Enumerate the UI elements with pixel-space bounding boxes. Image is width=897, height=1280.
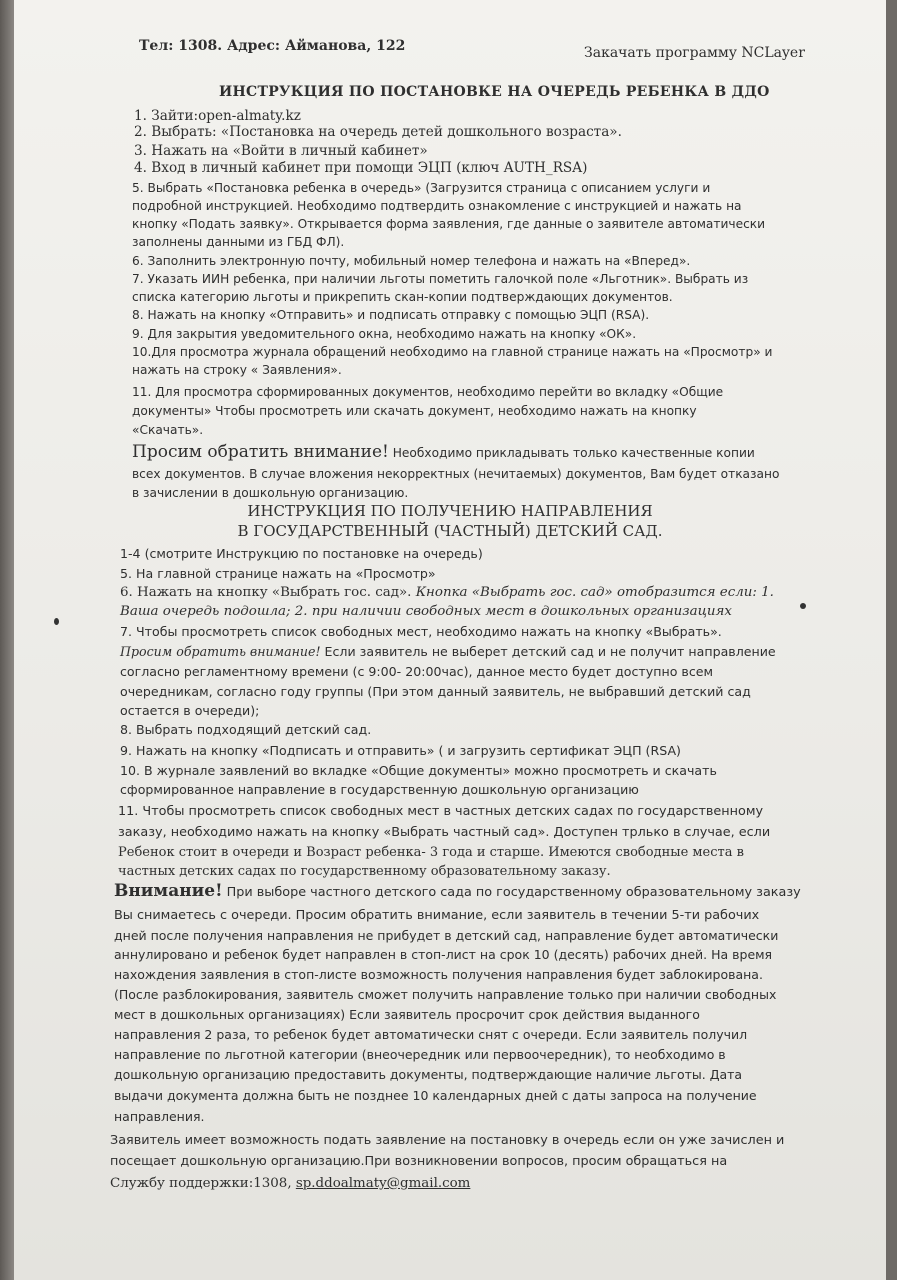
s2-step-11-line2: заказу, необходимо нажать на кнопку «Выбрать частный сад». Доступен трлько в случае, если	[118, 825, 771, 840]
attention2-line4: остается в очереди);	[120, 703, 260, 718]
step-4: 4. Вход в личный кабинет при помощи ЭЦП (ключ AUTH_RSA)	[134, 160, 588, 176]
step-11-line2: документы» Чтобы просмотреть или скачать документ, необходимо нажать на кнопку	[132, 404, 697, 418]
step-7-line1: 7. Указать ИИН ребенка, при наличии льготы пометить галочкой поле «Льготник». Выбрать из	[132, 272, 749, 286]
step-6: 6. Заполнить электронную почту, мобильный номер телефона и нажать на «Вперед».	[132, 254, 691, 268]
s2-step-9: 9. Нажать на кнопку «Подписать и отправить» ( и загрузить сертификат ЭЦП (RSA)	[120, 743, 681, 758]
header-contact: Тел: 1308. Адрес: Айманова, 122	[139, 38, 406, 54]
section2-title-line2: В ГОСУДАРСТВЕННЫЙ (ЧАСТНЫЙ) ДЕТСКИЙ САД.	[237, 522, 663, 540]
support-prefix: Службу поддержки:1308,	[110, 1176, 296, 1191]
attention2-line1: Если заявитель не выберет детский сад и не получит направление	[320, 644, 776, 659]
warning-line12: направления.	[114, 1109, 205, 1124]
ink-spot	[54, 618, 59, 625]
warning-line11: выдачи документа должна быть не позднее 10 календарных дней с даты запроса на получение	[114, 1088, 757, 1103]
document-sheet	[14, 0, 886, 1280]
s2-step-10-line1: 10. В журнале заявлений во вкладке «Общие документы» можно просмотреть и скачать	[120, 763, 717, 778]
step-5-line4: заполнены данными из ГБД ФЛ).	[132, 235, 345, 249]
step-5-line1: 5. Выбрать «Постановка ребенка в очередь» (Загрузится страница с описанием услуги и	[132, 181, 711, 195]
final-line2: посещает дошкольную организацию.При возникновении вопросов, просим обращаться на	[110, 1154, 728, 1169]
attention-label: Просим обратить внимание!	[132, 442, 389, 462]
s2-step-6-note: Кнопка «Выбрать гос. сад» отобразится если: 1.	[411, 585, 774, 600]
s2-step-11-line3: Ребенок стоит в очереди и Возраст ребенка- 3 года и старше. Имеются свободные места в	[118, 845, 744, 860]
step-3: 3. Нажать на «Войти в личный кабинет»	[134, 143, 428, 159]
attention2-line2: согласно регламентному времени (с 9:00- 20:00час), данное место будет доступно всем	[120, 664, 713, 679]
s2-step-6-line1	[120, 584, 774, 601]
warning-line3: дней после получения направления не прибудет в детский сад, направление будет автоматически	[114, 928, 779, 943]
s2-step-5: 5. На главной странице нажать на «Просмотр»	[120, 566, 436, 581]
step-11-line1: 11. Для просмотра сформированных документов, необходимо перейти во вкладку «Общие	[132, 385, 724, 399]
ink-spot	[800, 603, 806, 609]
section2-title-line1: ИНСТРУКЦИЯ ПО ПОЛУЧЕНИЮ НАПРАВЛЕНИЯ	[247, 502, 653, 520]
warning-line1: При выборе частного детского сада по государственному образовательному заказу	[222, 885, 801, 900]
warning-line8: направления 2 раза, то ребенок будет автоматически снят с очереди. Если заявитель получил	[114, 1027, 748, 1042]
step-2: 2. Выбрать: «Постановка на очередь детей дошкольного возраста».	[134, 124, 622, 140]
step-5-line2: подробной инструкцией. Необходимо подтвердить ознакомление с инструкцией и нажать на	[132, 199, 742, 213]
s2-step-8: 8. Выбрать подходящий детский сад.	[120, 722, 372, 737]
section1-title: ИНСТРУКЦИЯ ПО ПОСТАНОВКЕ НА ОЧЕРЕДЬ РЕБЕНКА В ДДО	[219, 84, 770, 100]
warning-line6: (После разблокирования, заявитель сможет получить направление только при наличии свободных	[114, 987, 777, 1002]
step-10-line1: 10.Для просмотра журнала обращений необходимо на главной странице нажать на «Просмотр» и	[132, 345, 773, 359]
step-5-line3: кнопку «Подать заявку». Открывается форма заявления, где данные о заявителе автоматически	[132, 217, 766, 231]
attention2-line3: очередникам, согласно году группы (При этом данный заявитель, не выбравший детский сад	[120, 684, 751, 699]
warning-line7: мест в дошкольных организациях) Если заявитель просрочит срок действия выданного	[114, 1007, 700, 1022]
support-email-link[interactable]: sp.ddoalmaty@gmail.com	[295, 1176, 471, 1191]
warning-label: Внимание!	[114, 881, 223, 901]
s2-step-7: 7. Чтобы просмотреть список свободных мест, необходимо нажать на кнопку «Выбрать».	[120, 624, 722, 639]
warning-paragraph	[114, 883, 801, 901]
step-7-line2: списка категорию льготы и прикрепить скан-копии подтверждающих документов.	[132, 290, 673, 304]
warning-line2: Вы снимаетесь с очереди. Просим обратить внимание, если заявитель в течении 5-ти рабочих	[114, 908, 760, 923]
step-11-line3: «Скачать».	[132, 423, 204, 437]
warning-line9: направление по льготной категории (внеочередник или первоочередник), то необходимо в	[114, 1047, 726, 1062]
photo-background-edge	[0, 0, 14, 1280]
attention2-paragraph	[120, 643, 776, 660]
s2-step-10-line2: сформированное направление в государственную дошкольную организацию	[120, 782, 639, 797]
final-line1: Заявитель имеет возможность подать заявление на постановку в очередь если он уже зачислен и	[110, 1133, 785, 1148]
step-9: 9. Для закрытия уведомительного окна, необходимо нажать на кнопку «ОК».	[132, 327, 637, 341]
warning-line5: нахождения заявления в стоп-листе возможность получения направления будет заблокирована.	[114, 967, 763, 982]
attention-paragraph	[132, 444, 755, 462]
s2-step-6-line2: Ваша очередь подошла; 2. при наличии свободных мест в дошкольных организациях	[120, 604, 732, 619]
attention2-label: Просим обратить внимание!	[120, 644, 321, 659]
support-line	[110, 1175, 470, 1192]
header-nclayer: Закачать программу NCLayer	[584, 45, 805, 61]
attention-text-line2: всех документов. В случае вложения некорректных (нечитаемых) документов, Вам будет отказано	[132, 467, 780, 481]
s2-step-6-text: 6. Нажать на кнопку «Выбрать гос. сад».	[120, 585, 412, 600]
step-8: 8. Нажать на кнопку «Отправить» и подписать отправку с помощью ЭЦП (RSA).	[132, 308, 650, 322]
s2-step-11-line4: частных детских садах по государственному образовательному заказу.	[118, 864, 611, 879]
warning-line4: аннулировано и ребенок будет направлен в стоп-лист на срок 10 (десять) рабочих дней. На время	[114, 947, 773, 962]
s2-step-1-4: 1-4 (смотрите Инструкцию по постановке на очередь)	[120, 546, 483, 561]
s2-step-11-line1: 11. Чтобы просмотреть список свободных мест в частных детских садах по государственному	[118, 804, 764, 819]
warning-line10: дошкольную организацию предоставить документы, подтверждающие наличие льготы. Дата	[114, 1067, 743, 1082]
attention-text-line3: в зачислении в дошкольную организацию.	[132, 486, 409, 500]
step-1: 1. Зайти:open-almaty.kz	[134, 108, 301, 124]
attention-text-line1: Необходимо прикладывать только качественные копии	[388, 446, 755, 460]
step-10-line2: нажать на строку « Заявления».	[132, 363, 342, 377]
